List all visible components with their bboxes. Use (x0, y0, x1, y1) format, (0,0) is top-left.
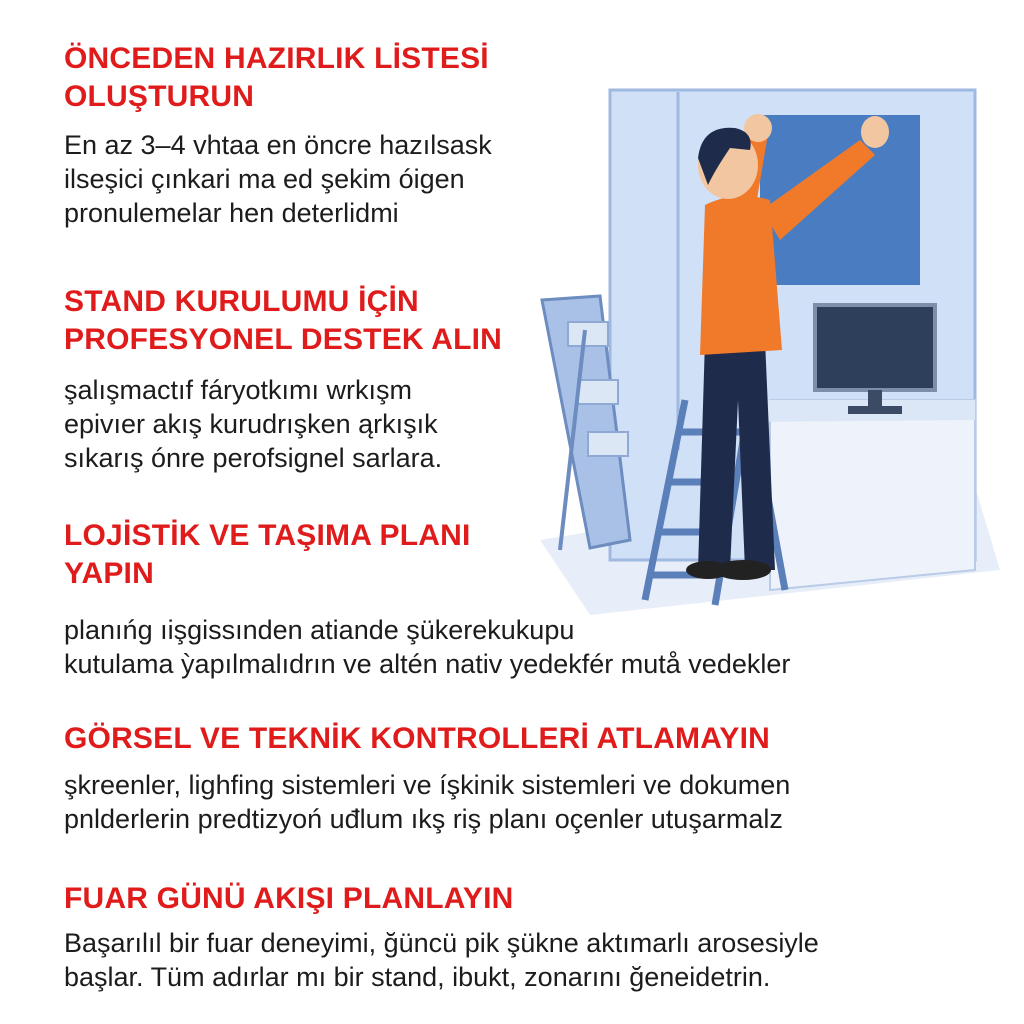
heading-line: GÖRSEL VE TEKNİK KONTROLLERİ ATLAMAYIN (64, 722, 770, 755)
section-body (64, 768, 944, 836)
booth-counter (770, 400, 975, 590)
section-body (64, 128, 584, 230)
body-line: pronulemelar hen deterlidmi (64, 198, 399, 228)
section-preparation-checklist (64, 40, 584, 230)
section-visual-technical-checks (64, 720, 944, 836)
section-heading (64, 880, 984, 918)
heading-line: LOJİSTİK VE TAŞIMA PLANI (64, 519, 471, 552)
section-heading (64, 40, 584, 116)
heading-line: ÖNCEDEN HAZIRLIK LİSTESİ (64, 42, 489, 75)
monitor-icon (815, 305, 935, 390)
body-line: sıkarış ónre perofsignel sarlara. (64, 443, 443, 473)
body-line: şalışmactıf fáryotkımı wrkışm (64, 375, 413, 405)
heading-line: STAND KURULUMU İÇİN (64, 285, 419, 318)
body-line: pnlderlerin predtizyoń uđlum ıkş riş planı oçenler utuşarmalz (64, 804, 783, 834)
body-line: kutulama ỳapılmalıdrın ve altén nativ yedekfér mutå vedekler (64, 649, 791, 679)
section-heading (64, 720, 944, 758)
heading-line: OLUŞTURUN (64, 80, 255, 113)
body-line: epivıer akış kurudrışken ąrkışık (64, 409, 438, 439)
body-line: şkreenler, lighfing sistemleri ve íşkinik sistemleri ve dokumen (64, 770, 791, 800)
section-heading (64, 283, 584, 359)
body-line: başlar. Tüm adırlar mı bir stand, ibukt, zonarını ğeneidetrin. (64, 962, 771, 992)
heading-line: PROFESYONEL DESTEK ALIN (64, 323, 502, 356)
body-line: ilseşici çınkari ma ed şekim óigen (64, 164, 465, 194)
section-body (64, 613, 791, 681)
section-fair-day-flow (64, 880, 984, 994)
body-line: En az 3–4 vhtaa en öncre hazılsask (64, 130, 492, 160)
heading-line: YAPIN (64, 557, 154, 590)
section-body (64, 926, 984, 994)
section-professional-support (64, 283, 584, 475)
body-line: Başarılıl bir fuar deneyimi, ğüncü pik şükne aktımarlı arosesiyle (64, 928, 819, 958)
section-heading (64, 517, 584, 593)
worker-installing-booth-panel-icon (530, 70, 1000, 630)
heading-line: FUAR GÜNÜ AKIŞI PLANLAYIN (64, 882, 514, 915)
section-logistics-plan (64, 517, 791, 681)
section-body (64, 373, 584, 475)
body-line: planıńg ıişgissınden atiande şükerekukupu (64, 615, 575, 645)
